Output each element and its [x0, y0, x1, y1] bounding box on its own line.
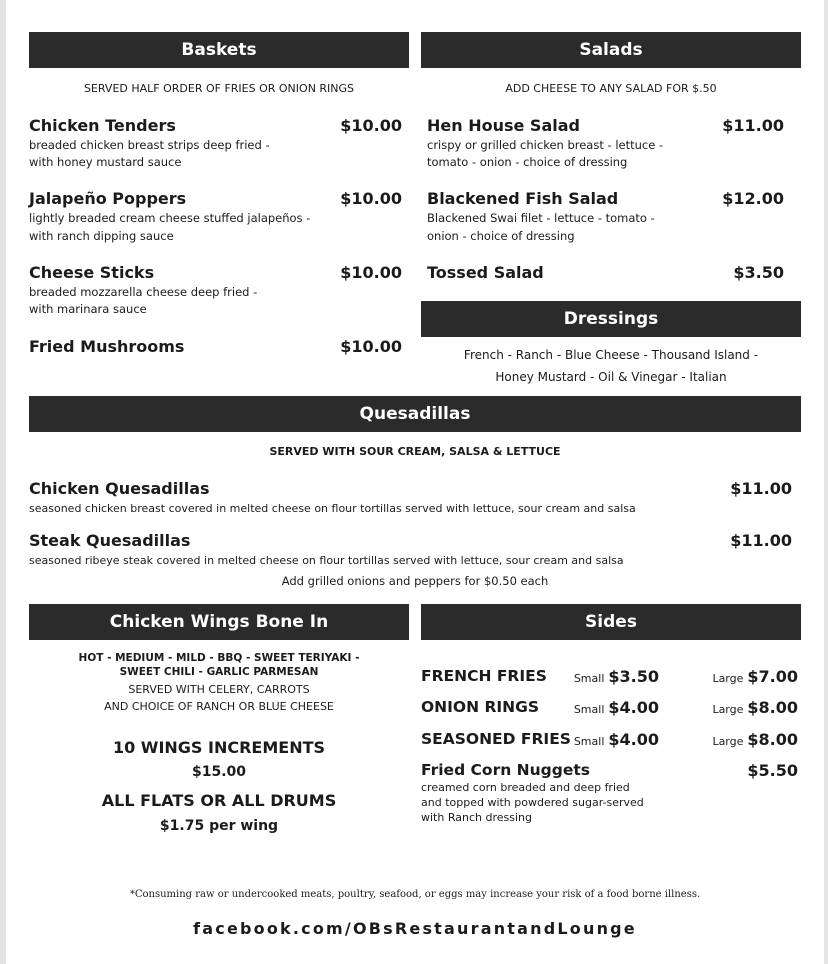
wings-served-2: AND CHOICE OF RANCH OR BLUE CHEESE — [104, 700, 334, 713]
seasoned-fries-large: Large $8.00 — [712, 730, 798, 749]
blackened-fish-salad-desc-1: Blackened Swai filet - lettuce - tomato - — [427, 211, 655, 225]
jalapeno-poppers-name: Jalapeño Poppers — [29, 189, 187, 208]
wings-header: Chicken Wings Bone In — [29, 604, 409, 640]
tossed-salad-name: Tossed Salad — [427, 263, 544, 282]
blackened-fish-salad-price: $12.00 — [722, 189, 784, 208]
wings-flats-price: $1.75 per wing — [159, 818, 279, 834]
chicken-quesadillas-desc: seasoned chicken breast covered in melted cheese on flour tortillas served with lettuce, sour cream and salsa — [29, 502, 636, 515]
baskets-header: Baskets — [29, 32, 409, 68]
cheese-sticks-desc-1: breaded mozzarella cheese deep fried - — [29, 285, 258, 299]
french-fries-large: Large $7.00 — [712, 667, 798, 686]
french-fries-name: FRENCH FRIES — [421, 667, 547, 685]
tossed-salad-price: $3.50 — [733, 263, 784, 282]
wings-flavors-1: HOT - MEDIUM - MILD - BBQ - SWEET TERIYAKI - — [78, 652, 360, 664]
hen-house-salad-name: Hen House Salad — [427, 116, 580, 135]
cheese-sticks-name: Cheese Sticks — [29, 263, 155, 282]
wings-increments-label: 10 WINGS INCREMENTS — [112, 738, 326, 757]
jalapeno-poppers-desc-2: with ranch dipping sauce — [29, 229, 174, 243]
french-fries-small: Small $3.50 — [573, 667, 659, 686]
onion-rings-name: ONION RINGS — [421, 698, 540, 716]
hen-house-salad-desc-2: tomato - onion - choice of dressing — [427, 155, 628, 169]
jalapeno-poppers-price: $10.00 — [340, 189, 402, 208]
chicken-quesadillas-price: $11.00 — [730, 479, 792, 498]
hen-house-salad-price: $11.00 — [722, 116, 784, 135]
corn-nuggets-desc-3: with Ranch dressing — [421, 811, 532, 824]
corn-nuggets-price: $5.50 — [747, 761, 798, 780]
salads-header: Salads — [421, 32, 801, 68]
dressings-line-2: Honey Mustard - Oil & Vinegar - Italian — [495, 370, 727, 384]
chicken-tenders-name: Chicken Tenders — [29, 116, 176, 135]
sides-header: Sides — [421, 604, 801, 640]
quesadillas-note: SERVED WITH SOUR CREAM, SALSA & LETTUCE — [269, 445, 561, 458]
salads-note: ADD CHEESE TO ANY SALAD FOR $.50 — [505, 82, 717, 95]
chicken-tenders-desc-2: with honey mustard sauce — [29, 155, 182, 169]
dressings-line-1: French - Ranch - Blue Cheese - Thousand Island - — [463, 348, 759, 362]
hen-house-salad-desc-1: crispy or grilled chicken breast - lettuce - — [427, 138, 664, 152]
menu-page — [6, 0, 824, 964]
wings-flats-label: ALL FLATS OR ALL DRUMS — [101, 791, 337, 810]
seasoned-fries-small: Small $4.00 — [573, 730, 659, 749]
steak-quesadillas-price: $11.00 — [730, 531, 792, 550]
wings-flavors-2: SWEET CHILI - GARLIC PARMESAN — [119, 666, 319, 678]
chicken-tenders-price: $10.00 — [340, 116, 402, 135]
baskets-note: SERVED HALF ORDER OF FRIES OR ONION RINGS — [83, 82, 355, 95]
quesadillas-addon: Add grilled onions and peppers for $0.50 each — [281, 574, 549, 588]
corn-nuggets-desc-2: and topped with powdered sugar-served — [421, 796, 644, 809]
corn-nuggets-name: Fried Corn Nuggets — [421, 761, 591, 779]
chicken-quesadillas-name: Chicken Quesadillas — [29, 479, 210, 498]
blackened-fish-salad-name: Blackened Fish Salad — [427, 189, 619, 208]
steak-quesadillas-desc: seasoned ribeye steak covered in melted cheese on flour tortillas served with lettuce, sour cream and salsa — [29, 554, 624, 567]
chicken-tenders-desc-1: breaded chicken breast strips deep fried - — [29, 138, 270, 152]
cheese-sticks-price: $10.00 — [340, 263, 402, 282]
dressings-header: Dressings — [421, 301, 801, 337]
jalapeno-poppers-desc-1: lightly breaded cream cheese stuffed jalapeños - — [29, 211, 311, 225]
fried-mushrooms-price: $10.00 — [340, 337, 402, 356]
fried-mushrooms-name: Fried Mushrooms — [29, 337, 185, 356]
onion-rings-small: Small $4.00 — [573, 698, 659, 717]
seasoned-fries-name: SEASONED FRIES — [421, 730, 571, 748]
quesadillas-header: Quesadillas — [29, 396, 801, 432]
wings-increments-price: $15.00 — [191, 764, 247, 780]
food-safety-disclaimer: *Consuming raw or undercooked meats, poultry, seafood, or eggs may increase your risk of a food borne illness. — [129, 889, 701, 900]
steak-quesadillas-name: Steak Quesadillas — [29, 531, 191, 550]
cheese-sticks-desc-2: with marinara sauce — [29, 302, 147, 316]
blackened-fish-salad-desc-2: onion - choice of dressing — [427, 229, 575, 243]
wings-served-1: SERVED WITH CELERY, CARROTS — [128, 683, 310, 696]
facebook-link[interactable]: facebook.com/OBsRestaurantandLounge — [193, 919, 637, 938]
onion-rings-large: Large $8.00 — [712, 698, 798, 717]
corn-nuggets-desc-1: creamed corn breaded and deep fried — [421, 781, 630, 794]
